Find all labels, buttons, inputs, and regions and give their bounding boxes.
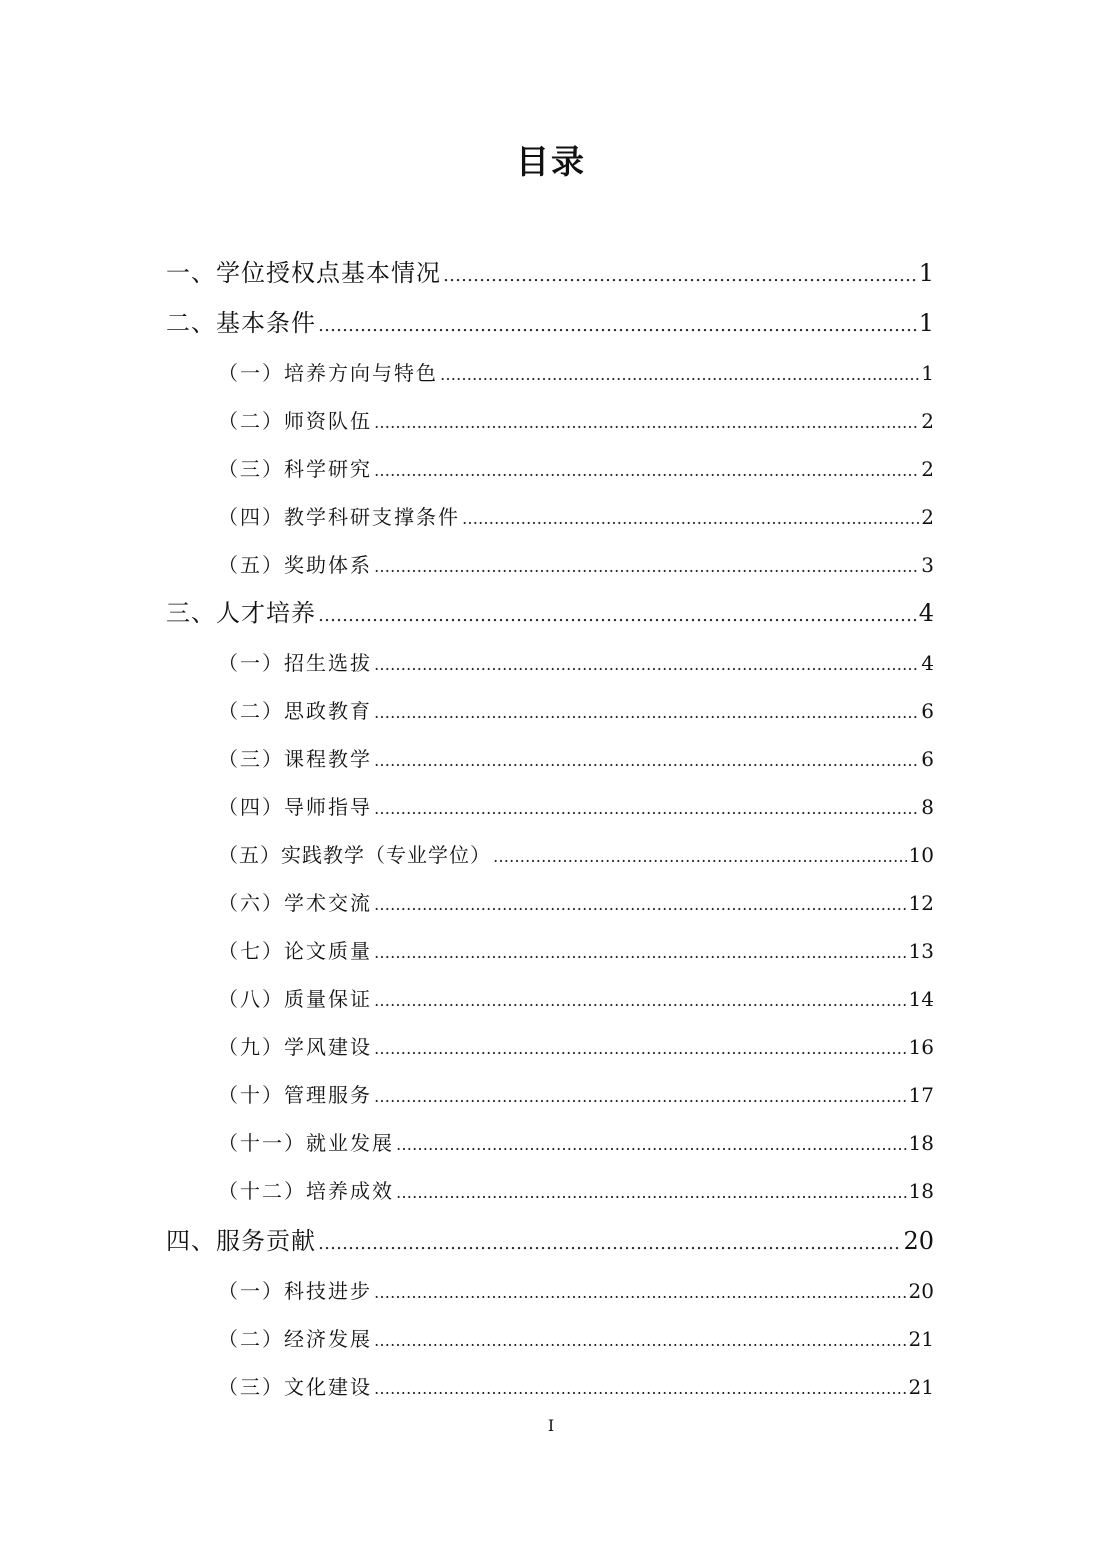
dot-leader bbox=[374, 552, 919, 582]
toc-entry-page: 17 bbox=[908, 1083, 934, 1107]
toc-entry-label: （十）管理服务 bbox=[218, 1083, 372, 1107]
toc-entry-page: 3 bbox=[921, 553, 934, 577]
toc-entry-label: （十二）培养成效 bbox=[218, 1179, 394, 1203]
toc-entry-label: （一）科技进步 bbox=[218, 1279, 372, 1303]
toc-entry-page: 2 bbox=[921, 505, 934, 529]
dot-leader bbox=[374, 938, 907, 968]
toc-entry-label: （五）奖助体系 bbox=[218, 553, 372, 577]
toc-entry-scholarship[interactable] bbox=[218, 550, 934, 580]
toc-entry-research[interactable] bbox=[218, 454, 934, 484]
dot-leader bbox=[462, 504, 919, 534]
toc-entry-label: （六）学术交流 bbox=[218, 891, 372, 915]
toc-entry-label: 四、服务贡献 bbox=[166, 1227, 316, 1255]
dot-leader bbox=[374, 1374, 907, 1404]
toc-entry-thesis-quality[interactable] bbox=[218, 936, 934, 966]
dot-leader bbox=[318, 1227, 901, 1261]
toc-entry-basic-info[interactable] bbox=[166, 256, 934, 290]
toc-entry-label: （三）文化建设 bbox=[218, 1375, 372, 1399]
toc-entry-cultural-construction[interactable] bbox=[218, 1372, 934, 1402]
toc-entry-technology-progress[interactable] bbox=[218, 1276, 934, 1306]
page-title: 目录 bbox=[516, 142, 586, 181]
dot-leader bbox=[374, 986, 907, 1016]
toc-entry-supervisor-guidance[interactable] bbox=[218, 792, 934, 822]
toc-entry-management-service[interactable] bbox=[218, 1080, 934, 1110]
dot-leader bbox=[374, 1034, 907, 1064]
toc-entry-label: （七）论文质量 bbox=[218, 939, 372, 963]
toc-entry-page: 4 bbox=[921, 651, 934, 675]
toc-entry-label: （一）培养方向与特色 bbox=[218, 361, 438, 385]
toc-entry-practice-teaching[interactable] bbox=[218, 840, 934, 870]
toc-entry-page: 12 bbox=[908, 891, 934, 915]
toc-entry-page: 1 bbox=[921, 361, 934, 385]
toc-entry-label: （二）经济发展 bbox=[218, 1327, 372, 1351]
dot-leader bbox=[374, 746, 919, 776]
toc-entry-page: 21 bbox=[908, 1375, 934, 1399]
toc-entry-label: （八）质量保证 bbox=[218, 987, 372, 1011]
dot-leader bbox=[374, 890, 907, 920]
toc-entry-label: （三）科学研究 bbox=[218, 457, 372, 481]
dot-leader bbox=[443, 259, 917, 293]
toc-entry-page: 1 bbox=[918, 309, 934, 337]
toc-entry-academic-exchange[interactable] bbox=[218, 888, 934, 918]
dot-leader bbox=[493, 842, 907, 872]
toc-entry-page: 20 bbox=[908, 1279, 934, 1303]
toc-entry-quality-assurance[interactable] bbox=[218, 984, 934, 1014]
dot-leader bbox=[396, 1130, 907, 1160]
toc-entry-label: （三）课程教学 bbox=[218, 747, 372, 771]
toc-entry-ideological-education[interactable] bbox=[218, 696, 934, 726]
toc-entry-economic-development[interactable] bbox=[218, 1324, 934, 1354]
toc-entry-support-conditions[interactable] bbox=[218, 502, 934, 532]
toc-entry-page: 4 bbox=[918, 599, 934, 627]
dot-leader bbox=[374, 408, 919, 438]
toc-entry-label: 三、人才培养 bbox=[166, 599, 316, 627]
dot-leader bbox=[374, 456, 919, 486]
toc-entry-label: 二、基本条件 bbox=[166, 309, 316, 337]
dot-leader bbox=[374, 1326, 907, 1356]
dot-leader bbox=[374, 794, 919, 824]
toc-entry-page: 6 bbox=[921, 747, 934, 771]
page-number: I bbox=[547, 1416, 555, 1435]
toc-entry-basic-conditions[interactable] bbox=[166, 306, 934, 340]
toc-entry-faculty[interactable] bbox=[218, 406, 934, 436]
toc-entry-label: 一、学位授权点基本情况 bbox=[166, 259, 441, 287]
toc-entry-label: （九）学风建设 bbox=[218, 1035, 372, 1059]
toc-entry-course-teaching[interactable] bbox=[218, 744, 934, 774]
toc-entry-service-contribution[interactable] bbox=[166, 1224, 934, 1258]
toc-entry-page: 8 bbox=[921, 795, 934, 819]
toc-entry-page: 10 bbox=[908, 843, 934, 867]
toc-entry-page: 21 bbox=[908, 1327, 934, 1351]
toc-entry-label: （二）师资队伍 bbox=[218, 409, 372, 433]
toc-entry-label: （四）导师指导 bbox=[218, 795, 372, 819]
toc-entry-page: 13 bbox=[908, 939, 934, 963]
dot-leader bbox=[440, 360, 919, 390]
toc-entry-training-direction[interactable] bbox=[218, 358, 934, 388]
dot-leader bbox=[374, 698, 919, 728]
toc-entry-page: 18 bbox=[908, 1131, 934, 1155]
toc-entry-training-results[interactable] bbox=[218, 1176, 934, 1206]
dot-leader bbox=[318, 599, 917, 633]
toc-entry-page: 6 bbox=[921, 699, 934, 723]
toc-entry-academic-style[interactable] bbox=[218, 1032, 934, 1062]
toc-entry-label: （五）实践教学（专业学位） bbox=[218, 843, 491, 867]
toc-entry-employment[interactable] bbox=[218, 1128, 934, 1158]
toc-entry-page: 18 bbox=[908, 1179, 934, 1203]
toc-entry-page: 1 bbox=[918, 259, 934, 287]
toc-entry-label: （十一）就业发展 bbox=[218, 1131, 394, 1155]
toc-entry-page: 20 bbox=[903, 1227, 934, 1255]
dot-leader bbox=[374, 1082, 907, 1112]
toc-entry-label: （四）教学科研支撑条件 bbox=[218, 505, 460, 529]
toc-entry-talent-training[interactable] bbox=[166, 596, 934, 630]
dot-leader bbox=[318, 309, 917, 343]
toc-entry-page: 16 bbox=[908, 1035, 934, 1059]
toc-entry-page: 14 bbox=[908, 987, 934, 1011]
toc-entry-label: （二）思政教育 bbox=[218, 699, 372, 723]
toc-entry-page: 2 bbox=[921, 457, 934, 481]
dot-leader bbox=[374, 1278, 907, 1308]
toc-entry-admission[interactable] bbox=[218, 648, 934, 678]
toc-entry-page: 2 bbox=[921, 409, 934, 433]
toc-entry-label: （一）招生选拔 bbox=[218, 651, 372, 675]
dot-leader bbox=[396, 1178, 907, 1208]
dot-leader bbox=[374, 650, 919, 680]
